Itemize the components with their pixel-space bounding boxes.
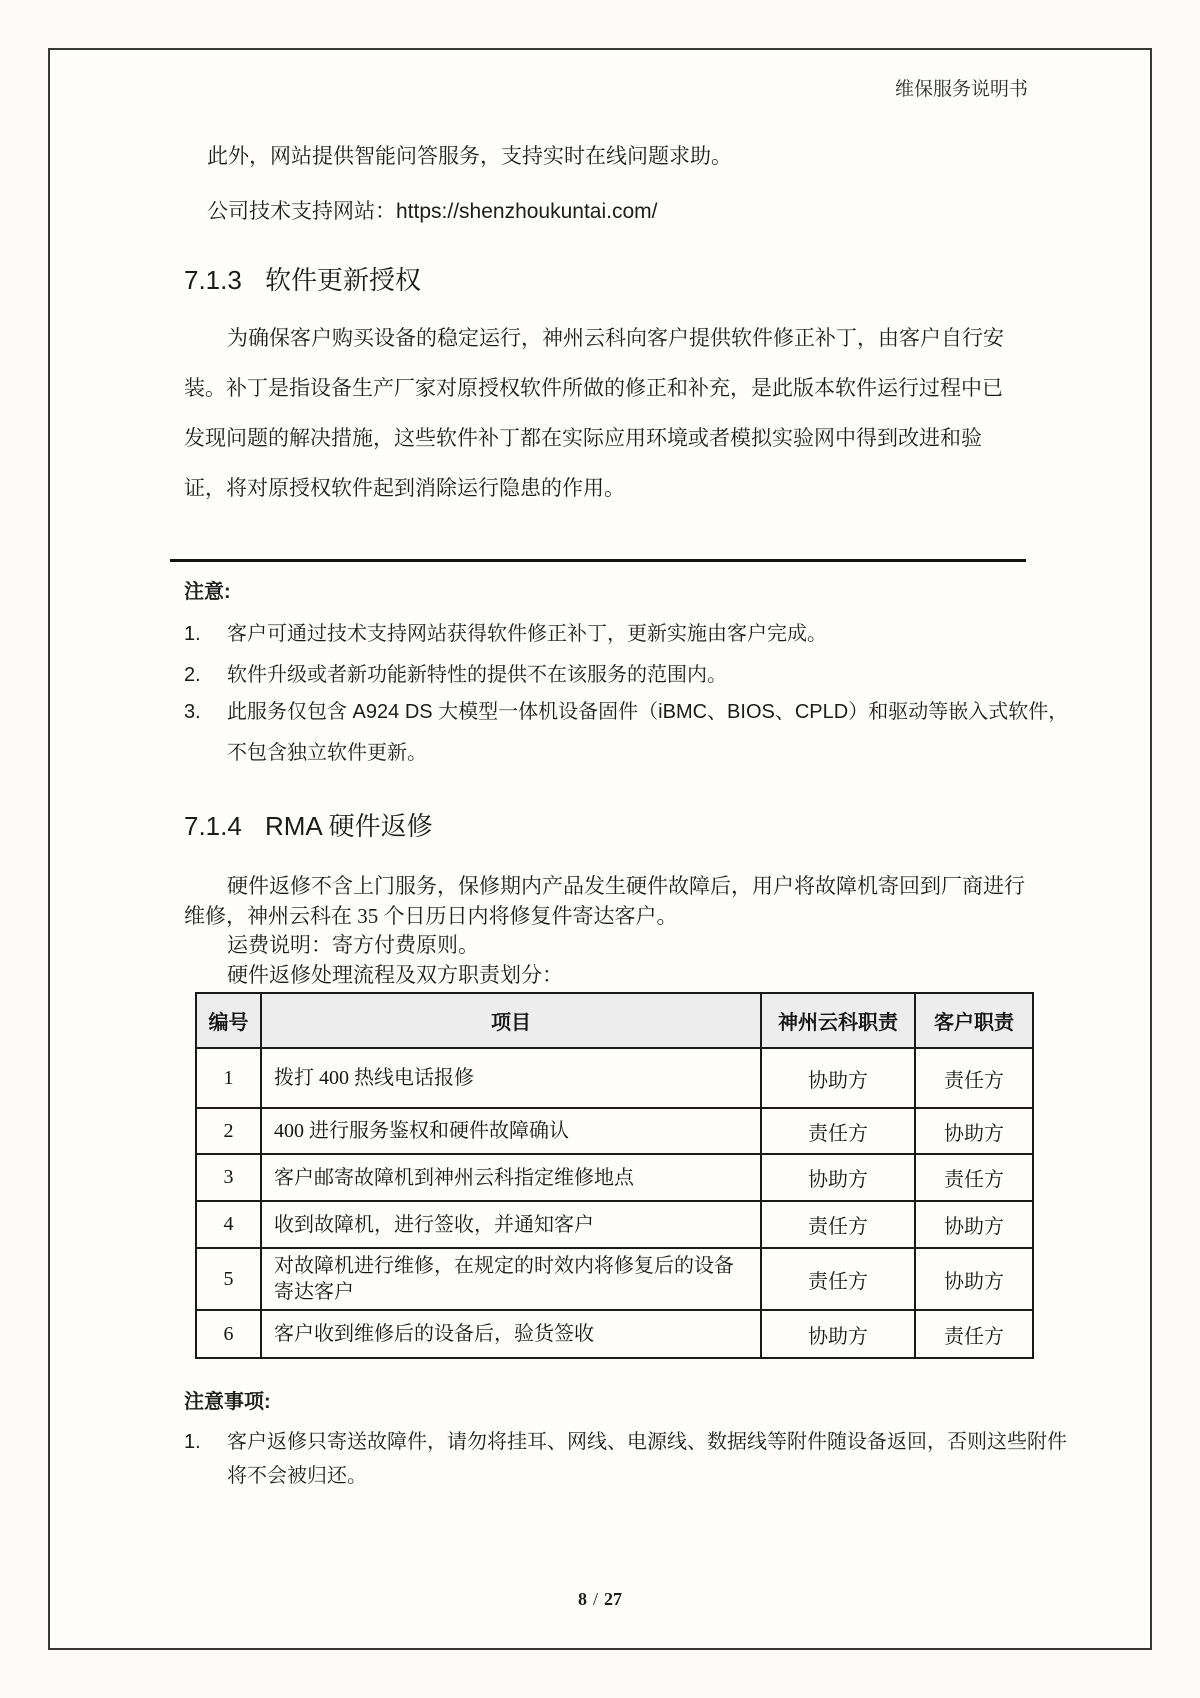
intro-paragraph-2: 公司技术支持网站：https://shenzhoukuntai.com/ — [207, 200, 658, 223]
cell-item: 400 进行服务鉴权和硬件故障确认 — [261, 1108, 761, 1154]
section-7-1-4-paragraph — [184, 871, 1044, 931]
section-title: 软件更新授权 — [265, 265, 422, 295]
cell-customer: 责任方 — [915, 1154, 1033, 1201]
section-7-1-3-paragraph — [184, 314, 1044, 514]
column-header-no: 编号 — [196, 993, 261, 1048]
note-item-number: 2. — [184, 664, 201, 686]
cell-vendor: 责任方 — [761, 1108, 915, 1154]
note-title: 注意: — [184, 581, 231, 603]
cell-no: 6 — [196, 1310, 261, 1358]
document-header-title: 维保服务说明书 — [894, 79, 1028, 100]
page-footer — [50, 1586, 1150, 1612]
note-item-text: 软件升级或者新功能新特性的提供不在该服务的范围内。 — [227, 664, 727, 686]
section-title: RMA 硬件返修 — [265, 811, 433, 841]
section-heading-7-1-4 — [184, 809, 433, 843]
paragraph-line: 硬件返修不含上门服务，保修期内产品发生硬件故障后，用户将故障机寄回到厂商进行 — [227, 874, 1025, 898]
cell-vendor: 责任方 — [761, 1201, 915, 1248]
page-number-total: 27 — [604, 1589, 622, 1609]
page-number-separator: / — [592, 1589, 598, 1609]
table-intro: 硬件返修处理流程及双方职责划分： — [227, 963, 563, 987]
cell-customer: 协助方 — [915, 1201, 1033, 1248]
cell-vendor: 责任方 — [761, 1248, 915, 1310]
cell-item: 客户收到维修后的设备后，验货签收 — [261, 1310, 761, 1358]
notice-item-text: 客户返修只寄送故障件，请勿将挂耳、网线、电源线、数据线等附件随设备返回，否则这些附件将不会被归还。 — [227, 1431, 1067, 1487]
notice-title: 注意事项: — [184, 1391, 271, 1413]
table-row — [196, 1048, 1033, 1108]
cell-vendor: 协助方 — [761, 1048, 915, 1108]
table-row — [196, 1108, 1033, 1154]
note-divider-rule — [170, 559, 1026, 562]
section-number: 7.1.3 — [184, 265, 242, 295]
cell-no: 1 — [196, 1048, 261, 1108]
document-page — [48, 48, 1152, 1650]
cell-item: 收到故障机，进行签收，并通知客户 — [261, 1201, 761, 1248]
cell-no: 4 — [196, 1201, 261, 1248]
note-list-item — [184, 692, 1072, 774]
note-item-text: 此服务仅包含 A924 DS 大模型一体机设备固件（iBMC、BIOS、CPLD）和驱动等嵌入式软件，不包含独立软件更新。 — [227, 701, 1069, 764]
cell-customer: 协助方 — [915, 1108, 1033, 1154]
note-item-text: 客户可通过技术支持网站获得软件修正补丁，更新实施由客户完成。 — [227, 623, 827, 645]
intro-paragraph-1: 此外，网站提供智能问答服务，支持实时在线问题求助。 — [207, 145, 732, 168]
note-item-number: 3. — [184, 701, 201, 723]
notice-list-item — [184, 1425, 1072, 1493]
table-row — [196, 1201, 1033, 1248]
cell-customer: 协助方 — [915, 1248, 1033, 1310]
paragraph-line: 证，将对原授权软件起到消除运行隐患的作用。 — [184, 477, 625, 500]
cell-item: 拨打 400 热线电话报修 — [261, 1048, 761, 1108]
note-list-item — [184, 661, 1072, 689]
note-item-number: 1. — [184, 623, 201, 645]
cell-item: 客户邮寄故障机到神州云科指定维修地点 — [261, 1154, 761, 1201]
cell-customer: 责任方 — [915, 1310, 1033, 1358]
table-row — [196, 1154, 1033, 1201]
page-number-current: 8 — [577, 1589, 587, 1609]
cell-vendor: 协助方 — [761, 1310, 915, 1358]
note-list-item — [184, 620, 1072, 648]
table-row — [196, 1310, 1033, 1358]
paragraph-line: 为确保客户购买设备的稳定运行，神州云科向客户提供软件修正补丁，由客户自行安 — [227, 327, 1004, 350]
section-number: 7.1.4 — [184, 811, 242, 841]
paragraph-line: 装。补丁是指设备生产厂家对原授权软件所做的修正和补充，是此版本软件运行过程中已 — [184, 377, 1003, 400]
paragraph-line: 维修，神州云科在 35 个日历日内将修复件寄达客户。 — [184, 904, 678, 928]
cell-no: 3 — [196, 1154, 261, 1201]
cell-no: 5 — [196, 1248, 261, 1310]
cell-customer: 责任方 — [915, 1048, 1033, 1108]
column-header-item: 项目 — [261, 993, 761, 1048]
table-header-row — [196, 993, 1033, 1048]
rma-process-table — [195, 992, 1034, 1359]
section-heading-7-1-3 — [184, 263, 421, 297]
table-row — [196, 1248, 1033, 1310]
cell-vendor: 协助方 — [761, 1154, 915, 1201]
column-header-vendor: 神州云科职责 — [761, 993, 915, 1048]
notice-item-number: 1. — [184, 1431, 201, 1453]
paragraph-line: 发现问题的解决措施，这些软件补丁都在实际应用环境或者模拟实验网中得到改进和验 — [184, 427, 982, 450]
cell-no: 2 — [196, 1108, 261, 1154]
cell-item: 对故障机进行维修，在规定的时效内将修复后的设备寄达客户 — [261, 1248, 761, 1310]
column-header-customer: 客户职责 — [915, 993, 1033, 1048]
freight-note: 运费说明：寄方付费原则。 — [227, 933, 479, 957]
